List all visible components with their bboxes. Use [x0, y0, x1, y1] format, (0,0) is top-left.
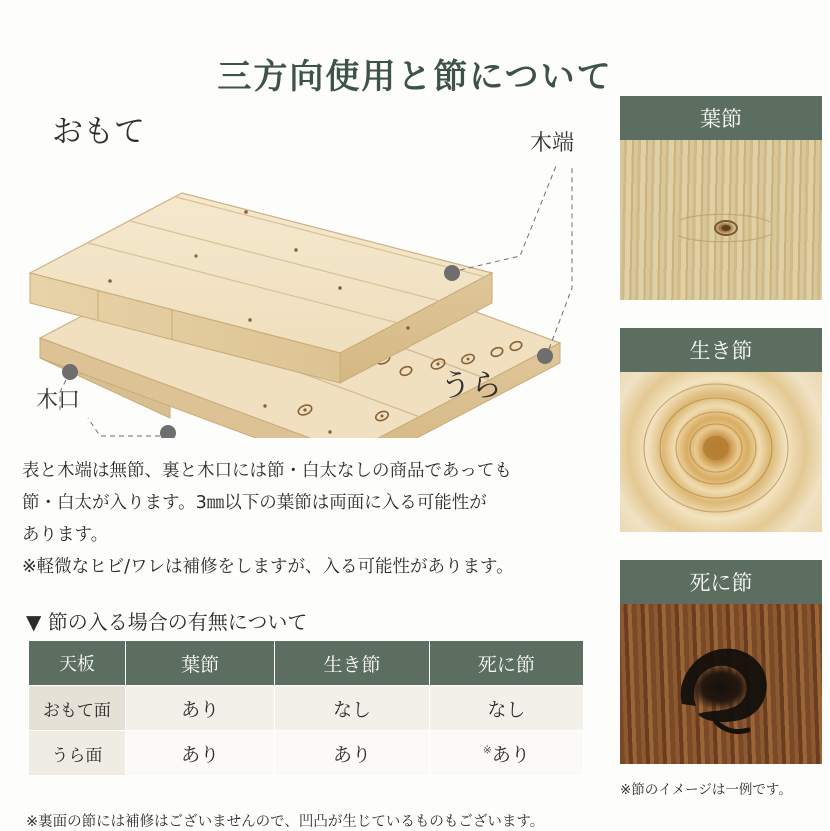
table-header-cell-3: 死に節	[429, 641, 583, 686]
photo-card-shinibushi	[620, 560, 822, 764]
footnote-right: ※節のイメージは一例です。	[620, 782, 792, 798]
table-cell: あり	[125, 686, 274, 731]
table-header-row	[29, 641, 584, 686]
table-cell: あり	[125, 731, 274, 776]
hanabushi-detail	[620, 140, 822, 300]
table-row	[29, 731, 584, 776]
label-omote: おもて	[52, 114, 145, 150]
table-cell-value: あり	[491, 743, 530, 766]
table-cell-mark: ※	[482, 743, 492, 757]
ikibushi-detail	[620, 372, 822, 532]
footnote-left: ※裏面の節には補修はございませんので、凹凸が生じているものもございます。	[26, 814, 545, 830]
description-text	[22, 456, 602, 583]
knot-table	[28, 640, 584, 776]
photo-caption: 死に節	[620, 560, 822, 604]
description-line-4: ※軽微なヒビ/ワレは補修をしますが、入る可能性があります。	[22, 556, 514, 577]
page-title: 三方向使用と節について	[217, 56, 613, 97]
table-cell: あり	[275, 731, 429, 776]
photo-card-ikibushi	[620, 328, 822, 532]
table-cell: なし	[429, 686, 583, 731]
left-column	[0, 88, 612, 829]
photo-image-shinibushi	[620, 604, 822, 764]
label-koguchi: 木口	[36, 388, 81, 413]
photo-caption: 生き節	[620, 328, 822, 372]
table-body	[29, 686, 584, 776]
marker-kobashi	[444, 265, 460, 281]
description-line-3: あります。	[22, 524, 109, 545]
right-column	[620, 88, 830, 829]
marker-kobashi-2	[537, 348, 553, 364]
photo-card-hanabushi	[620, 96, 822, 300]
table-row	[29, 686, 584, 731]
label-ura: うら	[440, 368, 502, 404]
description-line-1: 表と木端は無節、裏と木口には節・白太なしの商品であっても	[22, 461, 512, 481]
table-heading: ▼ 節の入る場合の有無について	[26, 610, 308, 634]
table-row-label: おもて面	[29, 686, 126, 731]
description-line-2: 節・白太が入ります。3㎜以下の葉節は両面に入る可能性が	[22, 492, 487, 513]
marker-koguchi	[62, 364, 78, 380]
photo-caption: 葉節	[620, 96, 822, 140]
table-header	[29, 641, 584, 686]
label-kobashi: 木端	[530, 131, 575, 156]
photo-image-ikibushi	[620, 372, 822, 532]
table-cell: なし	[275, 686, 429, 731]
shinibushi-detail	[620, 604, 822, 764]
photo-image-hanabushi	[620, 140, 822, 300]
table-cell	[429, 731, 583, 776]
marker-koguchi-2	[160, 425, 176, 438]
table-header-cell-0: 天板	[29, 641, 126, 686]
table-row-label: うら面	[29, 731, 126, 776]
table-header-cell-2: 生き節	[275, 641, 429, 686]
table-header-cell-1: 葉節	[125, 641, 274, 686]
board-diagram	[0, 88, 612, 438]
